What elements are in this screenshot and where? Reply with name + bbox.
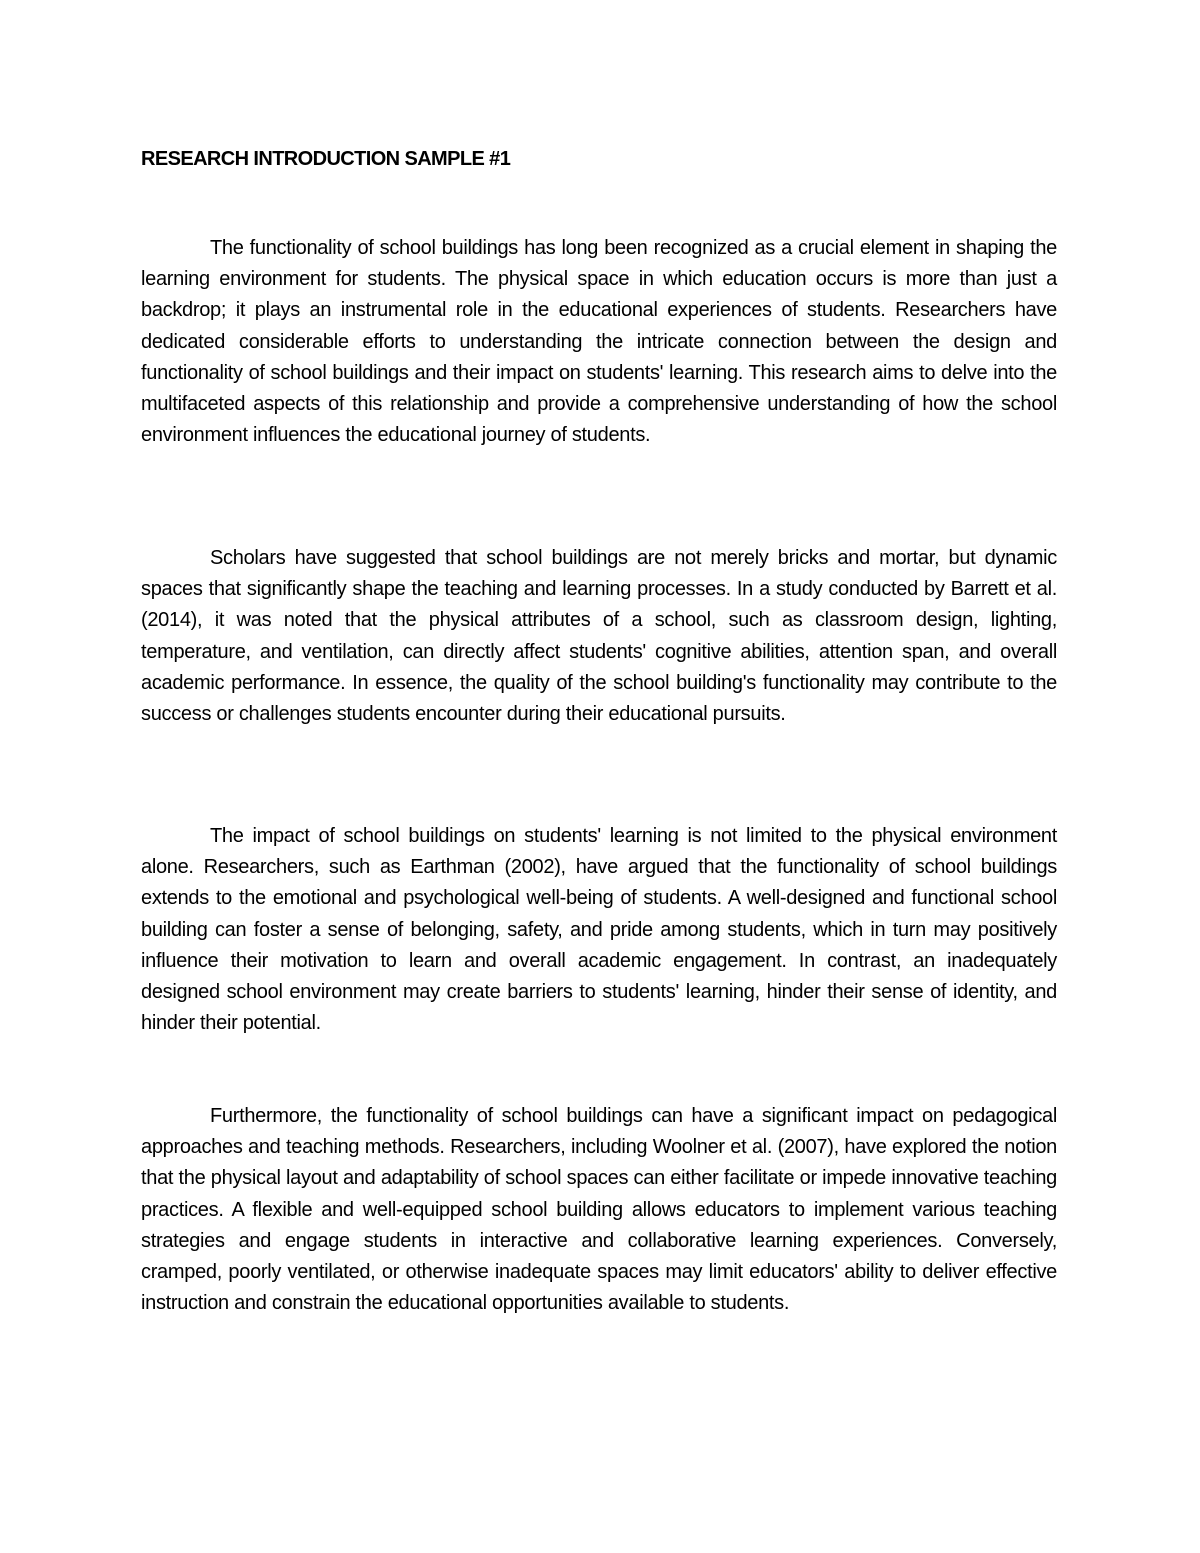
paragraph-1: The functionality of school buildings has long been recognized as a crucial element in shaping the learning environment for students. The physical space in which education occurs is more than just a backdrop; it plays an instrumental role in the educational experiences of students. Researchers have dedicated considerable efforts to understanding the intricate connection between the design and functionality of school buildings and their impact on students' learning. This research aims to delve into the multifaceted aspects of this relationship and provide a comprehensive understanding of how the school environment influences the educational journey of students. <box>141 237 1057 447</box>
paragraph-2: Scholars have suggested that school buildings are not merely bricks and mortar, but dynamic spaces that significantly shape the teaching and learning processes. In a study conducted by Barrett et al. (2014), it was noted that the physical attributes of a school, such as classroom design, lighting, temperature, and ventilation, can directly affect students' cognitive abilities, attention span, and overall academic performance. In essence, the quality of the school building's functionality may contribute to the success or challenges students encounter during their educational pursuits. <box>141 547 1057 726</box>
paragraph-4: Furthermore, the functionality of school buildings can have a significant impact on pedagogical approaches and teaching methods. Researchers, including Woolner et al. (2007), have explored the notion that the physical layout and adaptability of school spaces can either facilitate or impede innovative teaching practices. A flexible and well-equipped school building allows educators to implement various teaching strategies and engage students in interactive and collaborative learning experiences. Conversely, cramped, poorly ventilated, or otherwise inadequate spaces may limit educators' ability to deliver effective instruction and constrain the educational opportunities available to students. <box>141 1105 1057 1315</box>
document-title: RESEARCH INTRODUCTION SAMPLE #1 <box>141 148 511 170</box>
paragraph-3: The impact of school buildings on students' learning is not limited to the physical environment alone. Researchers, such as Earthman (2002), have argued that the functionality of school buildings extends to the emotional and psychological well-being of students. A well-designed and functional school building can foster a sense of belonging, safety, and pride among students, which in turn may positively influence their motivation to learn and overall academic engagement. In contrast, an inadequately designed school environment may create barriers to students' learning, hinder their sense of identity, and hinder their potential. <box>141 825 1057 1035</box>
